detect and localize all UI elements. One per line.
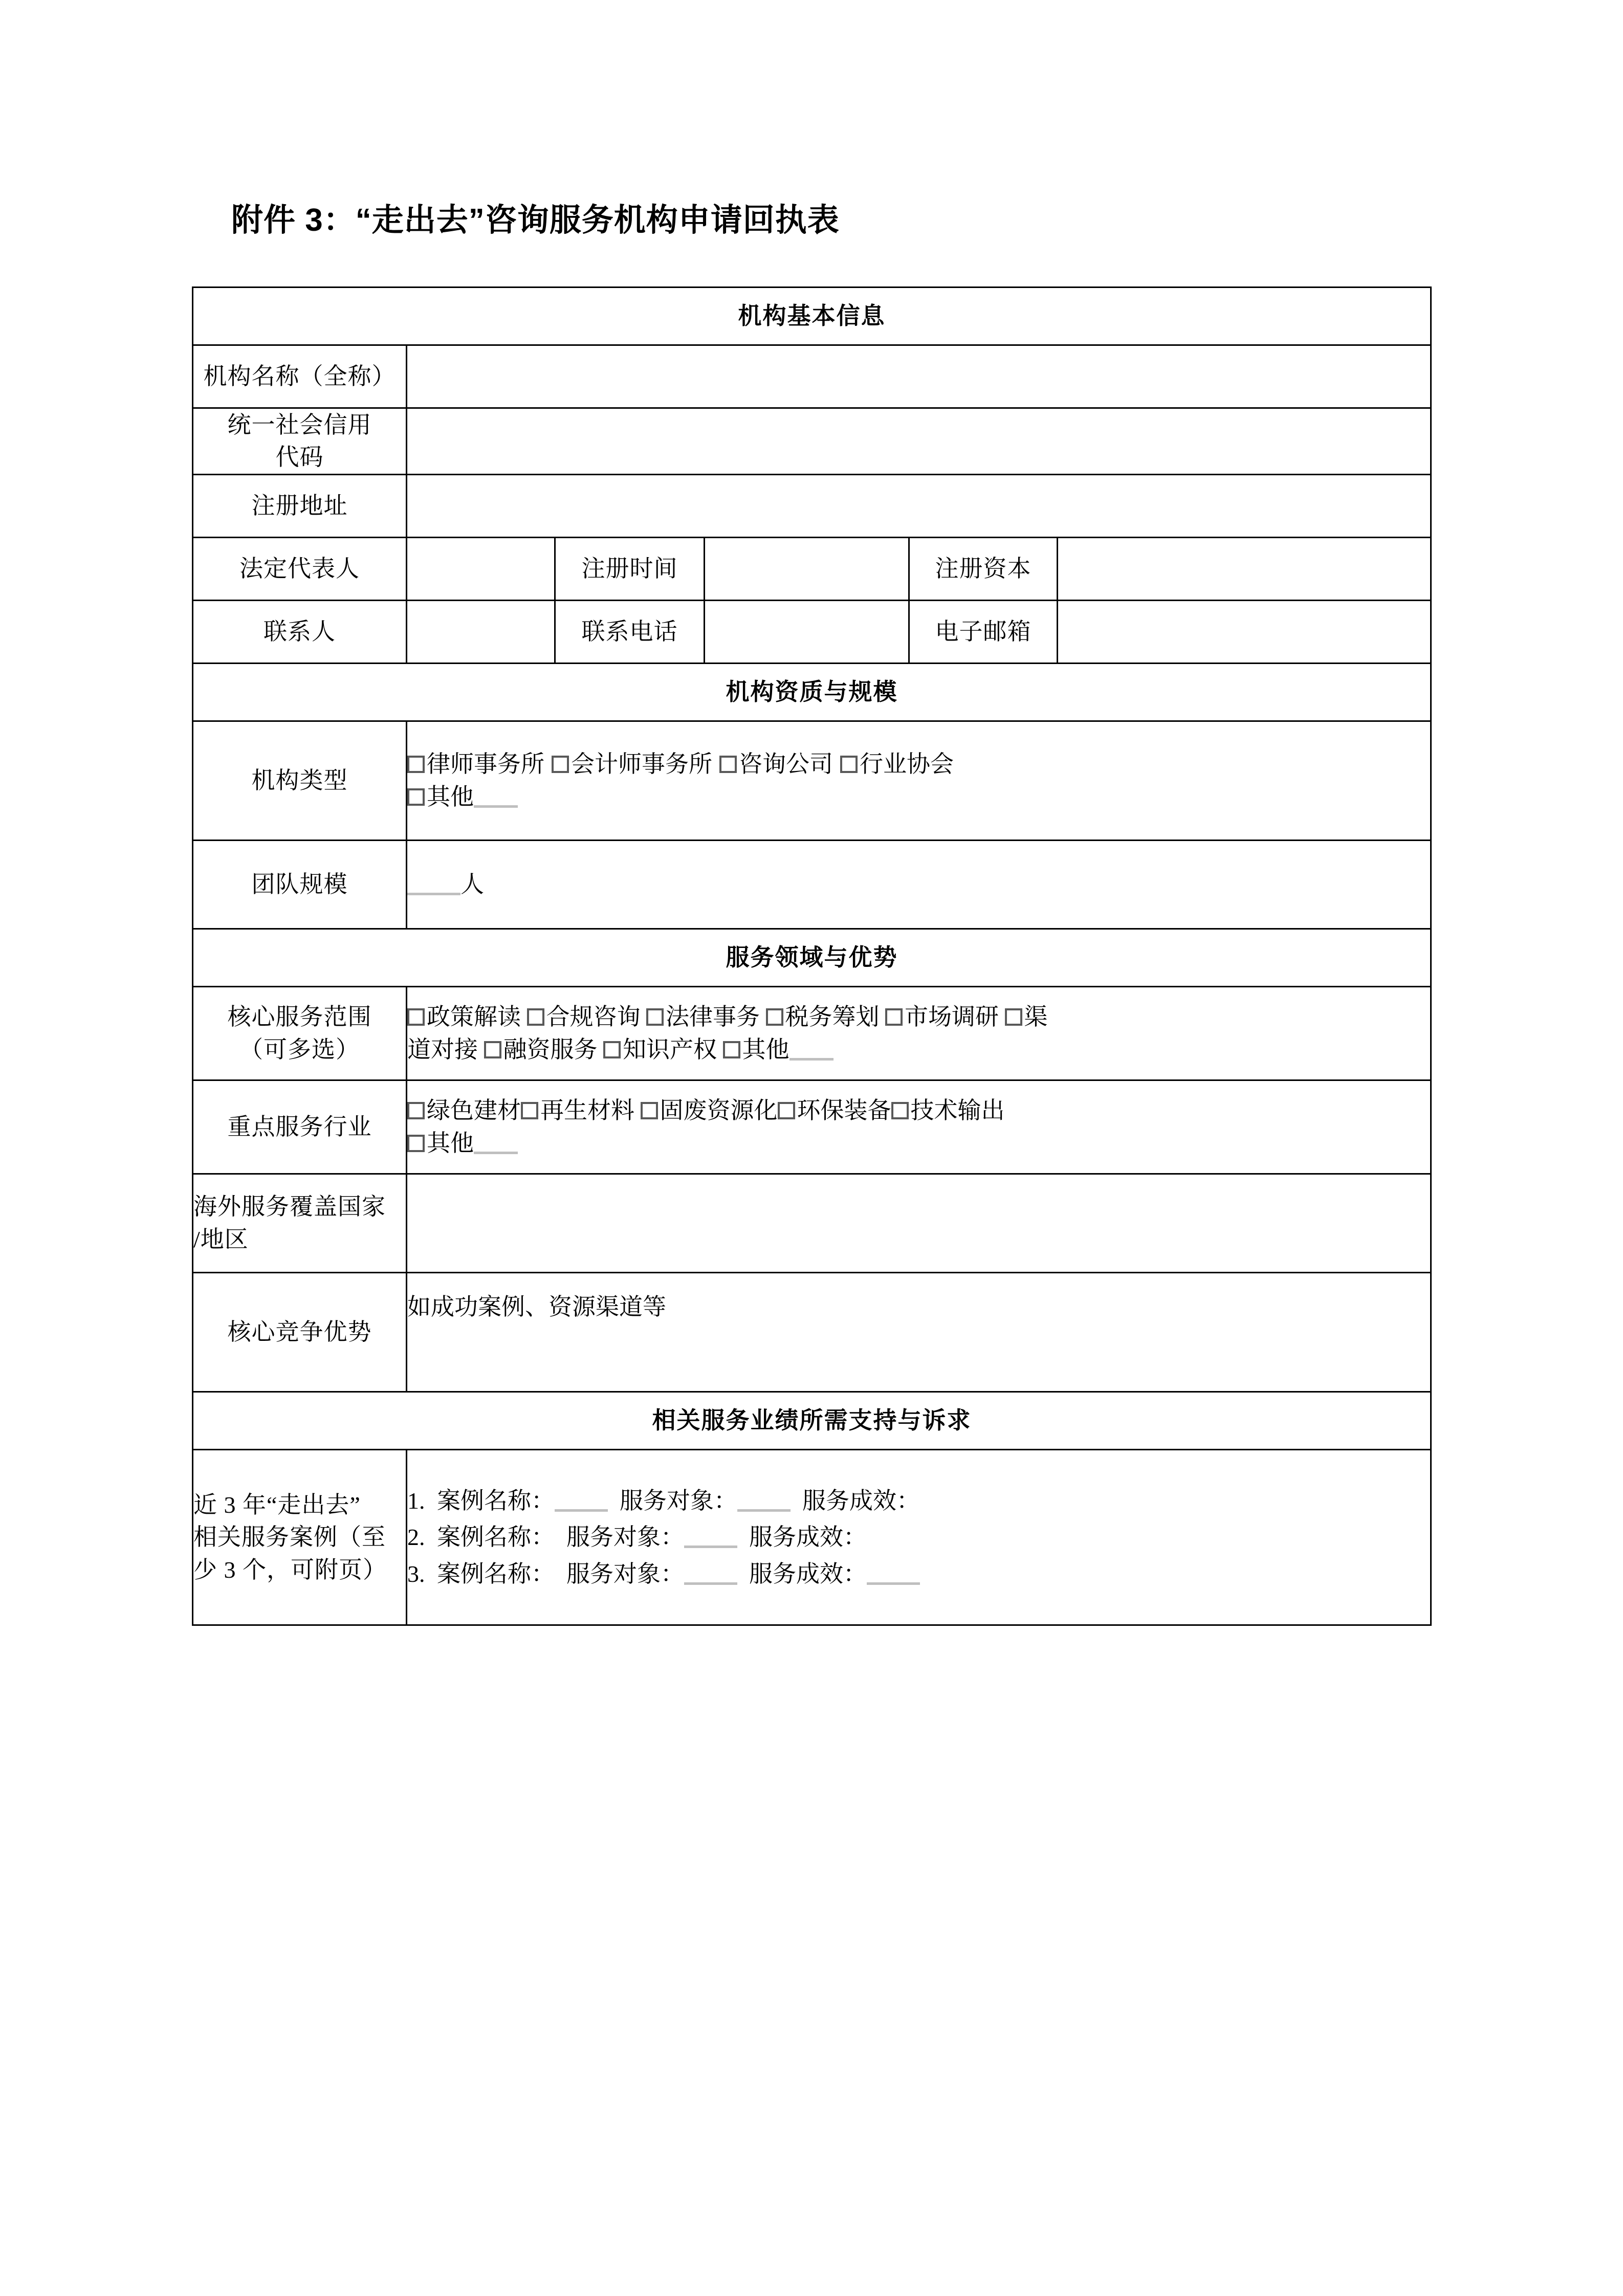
team-size-blank[interactable] xyxy=(407,893,460,895)
option-label: 政策解读 xyxy=(427,1004,521,1030)
checkbox-option-technology-export[interactable] xyxy=(891,1097,1005,1123)
option-label: 渠 xyxy=(1024,1004,1048,1030)
case-result-label: 服务成效： xyxy=(749,1560,867,1587)
checkbox-option-recycled-materials[interactable] xyxy=(521,1097,634,1123)
label-org-type: 机构类型 xyxy=(193,721,407,840)
field-contact-person[interactable] xyxy=(407,600,555,663)
field-email[interactable] xyxy=(1058,600,1431,663)
option-label: 律师事务所 xyxy=(427,751,544,778)
case-target-blank[interactable] xyxy=(684,1546,737,1548)
field-credit-code[interactable] xyxy=(407,408,1431,475)
application-receipt-form xyxy=(192,286,1432,1626)
fill-in-blank[interactable] xyxy=(474,805,518,808)
table-row xyxy=(193,1272,1431,1392)
channel-docking-continuation: 道对接 xyxy=(407,1036,478,1063)
label-overseas-coverage xyxy=(193,1174,407,1272)
checkbox-icon[interactable] xyxy=(407,1135,425,1152)
option-label: 其他 xyxy=(427,783,474,810)
case-number: 2. xyxy=(407,1524,425,1551)
label-core-scope-line1: 核心服务范围 xyxy=(227,1004,372,1030)
label-cases-line2: 相关服务案例（至 xyxy=(193,1524,386,1551)
checkbox-option-channel-docking[interactable] xyxy=(1005,1004,1048,1030)
checkbox-icon[interactable] xyxy=(407,756,425,773)
label-key-industry: 重点服务行业 xyxy=(193,1080,407,1174)
option-label: 会计师事务所 xyxy=(571,751,712,778)
option-label: 绿色建材 xyxy=(427,1097,521,1124)
table-row xyxy=(193,721,1431,840)
table-row xyxy=(193,840,1431,929)
checkbox-icon[interactable] xyxy=(407,1008,425,1026)
field-reg-time[interactable] xyxy=(705,537,909,600)
table-row xyxy=(193,345,1431,408)
checkbox-option-financing-service[interactable] xyxy=(484,1036,598,1063)
table-row xyxy=(193,288,1431,345)
checkbox-icon[interactable] xyxy=(723,1041,740,1058)
page-title: 附件 3：“走出去”咨询服务机构申请回执表 xyxy=(231,203,840,238)
checkbox-option-other[interactable] xyxy=(407,1130,518,1156)
checkbox-icon[interactable] xyxy=(766,1008,783,1026)
section-header-basic-info: 机构基本信息 xyxy=(193,288,1431,345)
checkbox-icon[interactable] xyxy=(407,788,425,806)
option-label: 环保装备 xyxy=(797,1097,891,1124)
fill-in-blank[interactable] xyxy=(789,1058,834,1061)
label-legal-rep: 法定代表人 xyxy=(193,537,407,600)
checkbox-option-market-research[interactable] xyxy=(885,1004,999,1030)
table-row xyxy=(193,1392,1431,1449)
section-header-qualification: 机构资质与规模 xyxy=(193,663,1431,721)
label-core-advantage: 核心竞争优势 xyxy=(193,1272,407,1392)
field-org-name[interactable] xyxy=(407,345,1431,408)
case-result-label: 服务成效： xyxy=(749,1524,867,1551)
case-target-label: 服务对象： xyxy=(566,1524,684,1551)
case-name-blank[interactable] xyxy=(555,1509,608,1512)
label-reg-address: 注册地址 xyxy=(193,474,407,537)
table-row xyxy=(193,663,1431,721)
case-result-label: 服务成效： xyxy=(802,1487,920,1514)
checkbox-option-green-building-materials[interactable] xyxy=(407,1097,521,1123)
checkbox-icon[interactable] xyxy=(552,756,569,773)
list-item[interactable] xyxy=(407,1556,1430,1592)
label-team-size: 团队规模 xyxy=(193,840,407,929)
field-team-size[interactable] xyxy=(407,840,1431,929)
table-row xyxy=(193,408,1431,475)
checkbox-option-consulting-company[interactable] xyxy=(719,751,833,777)
core-scope-options-line2 xyxy=(407,1033,1430,1066)
label-recent-cases xyxy=(193,1449,407,1625)
checkbox-option-law-firm[interactable] xyxy=(407,751,544,777)
case-target-blank[interactable] xyxy=(684,1582,737,1585)
checkbox-option-solid-waste-recycling[interactable] xyxy=(641,1097,778,1123)
label-core-scope-line2: （可多选） xyxy=(239,1036,360,1063)
checkbox-option-industry-association[interactable] xyxy=(840,751,954,777)
table-row xyxy=(193,600,1431,663)
option-label: 法律事务 xyxy=(666,1004,760,1030)
field-legal-rep[interactable] xyxy=(407,537,555,600)
label-credit-code xyxy=(193,408,407,475)
checkbox-option-legal-affairs[interactable] xyxy=(646,1004,760,1030)
label-overseas-line2: /地区 xyxy=(193,1226,249,1252)
field-contact-phone[interactable] xyxy=(705,600,909,663)
label-core-scope xyxy=(193,986,407,1080)
checkbox-icon[interactable] xyxy=(484,1041,501,1058)
label-cases-line1: 近 3 年“走出去” xyxy=(193,1491,361,1518)
option-label: 其他 xyxy=(742,1036,789,1063)
checkbox-icon[interactable] xyxy=(891,1102,909,1119)
label-credit-code-line1: 统一社会信用 xyxy=(227,412,372,438)
checkbox-icon[interactable] xyxy=(778,1102,795,1119)
table-row xyxy=(193,1449,1431,1625)
checkbox-icon[interactable] xyxy=(603,1041,621,1058)
field-reg-capital[interactable] xyxy=(1058,537,1431,600)
checkbox-icon[interactable] xyxy=(719,756,737,773)
table-row xyxy=(193,929,1431,986)
field-key-industry xyxy=(407,1080,1431,1174)
checkbox-option-accounting-firm[interactable] xyxy=(552,751,712,777)
list-item[interactable] xyxy=(407,1519,1430,1555)
checkbox-icon[interactable] xyxy=(840,756,858,773)
label-email: 电子邮箱 xyxy=(909,600,1058,663)
table-row xyxy=(193,986,1431,1080)
option-label: 合规咨询 xyxy=(546,1004,641,1030)
checkbox-option-intellectual-property[interactable] xyxy=(603,1036,717,1063)
field-reg-address[interactable] xyxy=(407,474,1431,537)
team-size-unit: 人 xyxy=(460,871,484,898)
case-target-label: 服务对象： xyxy=(620,1487,737,1514)
option-label: 咨询公司 xyxy=(739,751,833,778)
label-reg-time: 注册时间 xyxy=(555,537,705,600)
org-type-options-line1 xyxy=(407,748,1430,780)
option-label: 知识产权 xyxy=(623,1036,717,1063)
option-label: 技术输出 xyxy=(910,1097,1005,1124)
checkbox-icon[interactable] xyxy=(521,1102,538,1119)
field-recent-cases xyxy=(407,1449,1431,1625)
list-item[interactable] xyxy=(407,1483,1430,1519)
label-reg-capital: 注册资本 xyxy=(909,537,1058,600)
checkbox-icon[interactable] xyxy=(885,1008,903,1026)
section-header-performance: 相关服务业绩所需支持与诉求 xyxy=(193,1392,1431,1449)
checkbox-option-other[interactable] xyxy=(723,1036,834,1063)
table-row xyxy=(193,474,1431,537)
label-credit-code-line2: 代码 xyxy=(275,444,324,471)
checkbox-icon[interactable] xyxy=(407,1102,425,1119)
option-label: 行业协会 xyxy=(860,751,954,778)
option-label: 其他 xyxy=(427,1130,474,1156)
table-row xyxy=(193,1080,1431,1174)
checkbox-option-environmental-equipment[interactable] xyxy=(778,1097,891,1123)
fill-in-blank[interactable] xyxy=(474,1152,518,1154)
case-target-label: 服务对象： xyxy=(566,1560,684,1587)
checkbox-icon[interactable] xyxy=(527,1008,544,1026)
label-cases-line3: 少 3 个，可附页） xyxy=(193,1556,387,1583)
case-target-blank[interactable] xyxy=(737,1509,791,1512)
field-org-type xyxy=(407,721,1431,840)
label-contact-person: 联系人 xyxy=(193,600,407,663)
key-industry-options-line1 xyxy=(407,1094,1430,1127)
key-industry-options-line2 xyxy=(407,1127,1430,1159)
checkbox-icon[interactable] xyxy=(646,1008,664,1026)
case-name-label: 案例名称： xyxy=(437,1560,555,1587)
section-header-service-area: 服务领域与优势 xyxy=(193,929,1431,986)
option-label: 再生材料 xyxy=(540,1097,634,1124)
table-row xyxy=(193,1174,1431,1272)
label-org-name: 机构名称（全称） xyxy=(193,345,407,408)
table-row xyxy=(193,537,1431,600)
case-name-label: 案例名称： xyxy=(437,1524,555,1551)
label-overseas-line1: 海外服务覆盖国家 xyxy=(193,1194,386,1220)
core-scope-options-line1 xyxy=(407,1001,1430,1033)
checkbox-icon[interactable] xyxy=(1005,1008,1022,1026)
option-label: 税务筹划 xyxy=(785,1004,880,1030)
checkbox-option-policy-interpretation[interactable] xyxy=(407,1004,521,1030)
checkbox-option-compliance-consulting[interactable] xyxy=(527,1004,641,1030)
case-number: 1. xyxy=(407,1487,425,1514)
org-type-options-line2 xyxy=(407,781,1430,813)
case-name-label: 案例名称： xyxy=(437,1487,555,1514)
checkbox-option-tax-planning[interactable] xyxy=(766,1004,880,1030)
field-core-advantage[interactable]: 如成功案例、资源渠道等 xyxy=(407,1272,1431,1392)
option-label: 市场调研 xyxy=(905,1004,999,1030)
option-label: 固废资源化 xyxy=(660,1097,778,1124)
field-core-scope xyxy=(407,986,1431,1080)
label-contact-phone: 联系电话 xyxy=(555,600,705,663)
case-result-blank[interactable] xyxy=(867,1582,920,1585)
case-number: 3. xyxy=(407,1560,425,1587)
field-overseas-coverage[interactable] xyxy=(407,1174,1431,1272)
checkbox-option-other[interactable] xyxy=(407,784,518,810)
option-label: 融资服务 xyxy=(503,1036,598,1063)
checkbox-icon[interactable] xyxy=(641,1102,658,1119)
